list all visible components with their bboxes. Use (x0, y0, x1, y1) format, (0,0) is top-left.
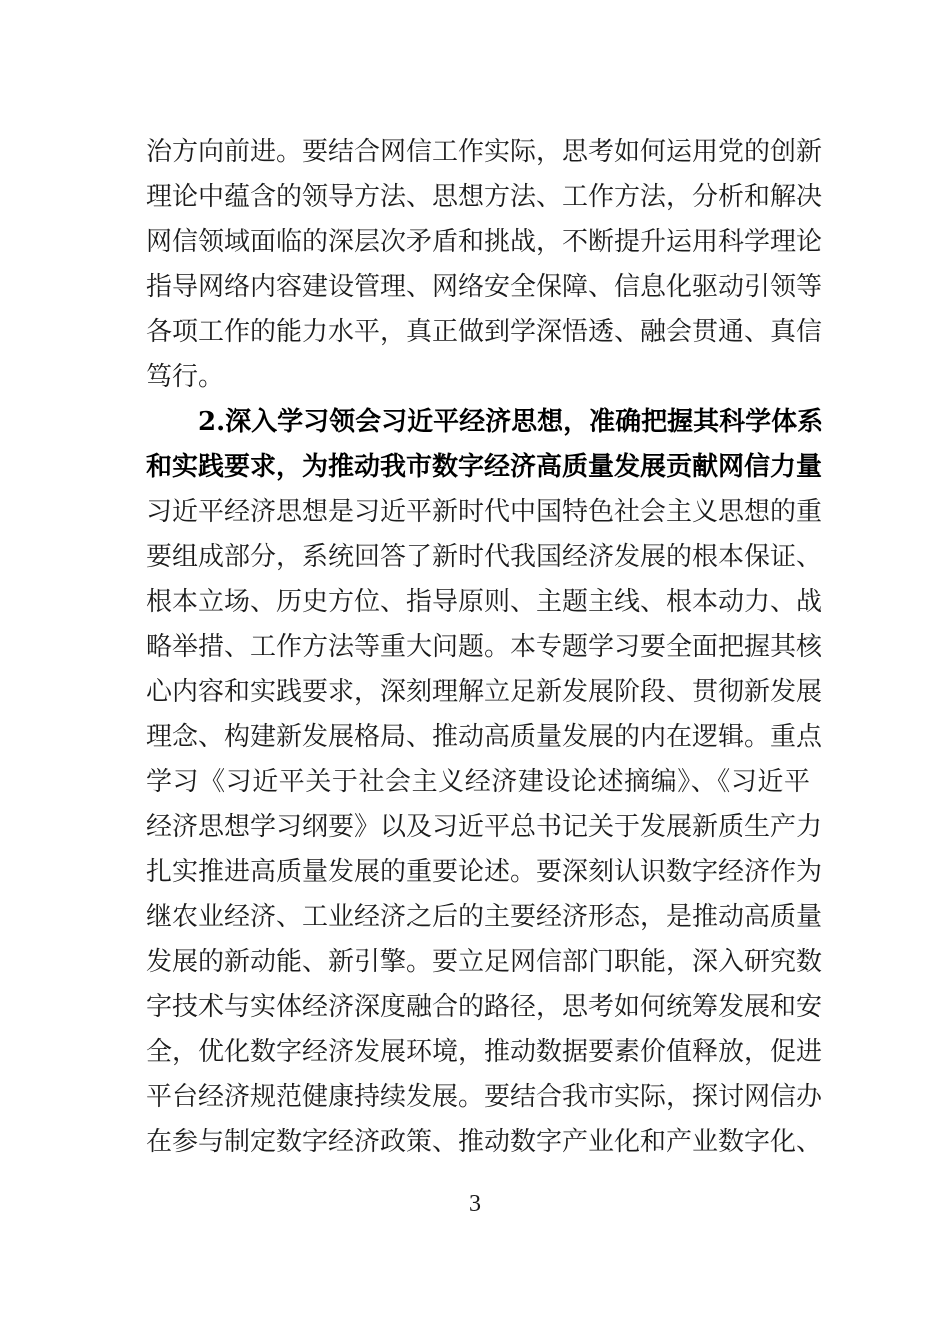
text-line: 根本立场、历史方位、指导原则、主题主线、根本动力、战 (146, 587, 823, 617)
text-line: 发展的新动能、新引擎。要立足网信部门职能，深入研究数 (146, 947, 823, 977)
text-line: 理论中蕴含的领导方法、思想方法、工作方法，分析和解决 (146, 182, 823, 212)
text-line: 学习《习近平关于社会主义经济建设论述摘编》、《习近平 (146, 767, 810, 797)
text-line: 要组成部分，系统回答了新时代我国经济发展的根本保证、 (146, 542, 823, 572)
text-line: 心内容和实践要求，深刻理解立足新发展阶段、贯彻新发展 (146, 677, 823, 707)
text-line: 平台经济规范健康持续发展。要结合我市实际，探讨网信办 (146, 1082, 823, 1112)
text-line: 继农业经济、工业经济之后的主要经济形态，是推动高质量 (146, 902, 823, 932)
text-line: 习近平经济思想是习近平新时代中国特色社会主义思想的重 (146, 497, 823, 527)
text-line: 指导网络内容建设管理、网络安全保障、信息化驱动引领等 (146, 272, 823, 302)
text-line: 字技术与实体经济深度融合的路径，思考如何统筹发展和安 (146, 992, 823, 1022)
text-line: 全，优化数字经济发展环境，推动数据要素价值释放，促进 (146, 1037, 823, 1067)
text-line: 在参与制定数字经济政策、推动数字产业化和产业数字化、 (146, 1127, 823, 1157)
text-line: 理念、构建新发展格局、推动高质量发展的内在逻辑。重点 (146, 722, 823, 752)
text-line: 各项工作的能力水平，真正做到学深悟透、融会贯通、真信 (146, 317, 823, 347)
heading-line: 2.深入学习领会习近平经济思想，准确把握其科学体系 (198, 407, 824, 437)
text-line: 经济思想学习纲要》以及习近平总书记关于发展新质生产力 (146, 812, 823, 842)
text-line: 略举措、工作方法等重大问题。本专题学习要全面把握其核 (146, 632, 823, 662)
text-line: 网信领域面临的深层次矛盾和挑战，不断提升运用科学理论 (146, 227, 823, 257)
heading-line: 和实践要求，为推动我市数字经济高质量发展贡献网信力量 (146, 452, 823, 482)
text-line: 治方向前进。要结合网信工作实际，思考如何运用党的创新 (146, 137, 823, 167)
text-line: 扎实推进高质量发展的重要论述。要深刻认识数字经济作为 (146, 857, 823, 887)
page-number: 3 (469, 1191, 481, 1217)
text-line: 笃行。 (146, 362, 225, 392)
